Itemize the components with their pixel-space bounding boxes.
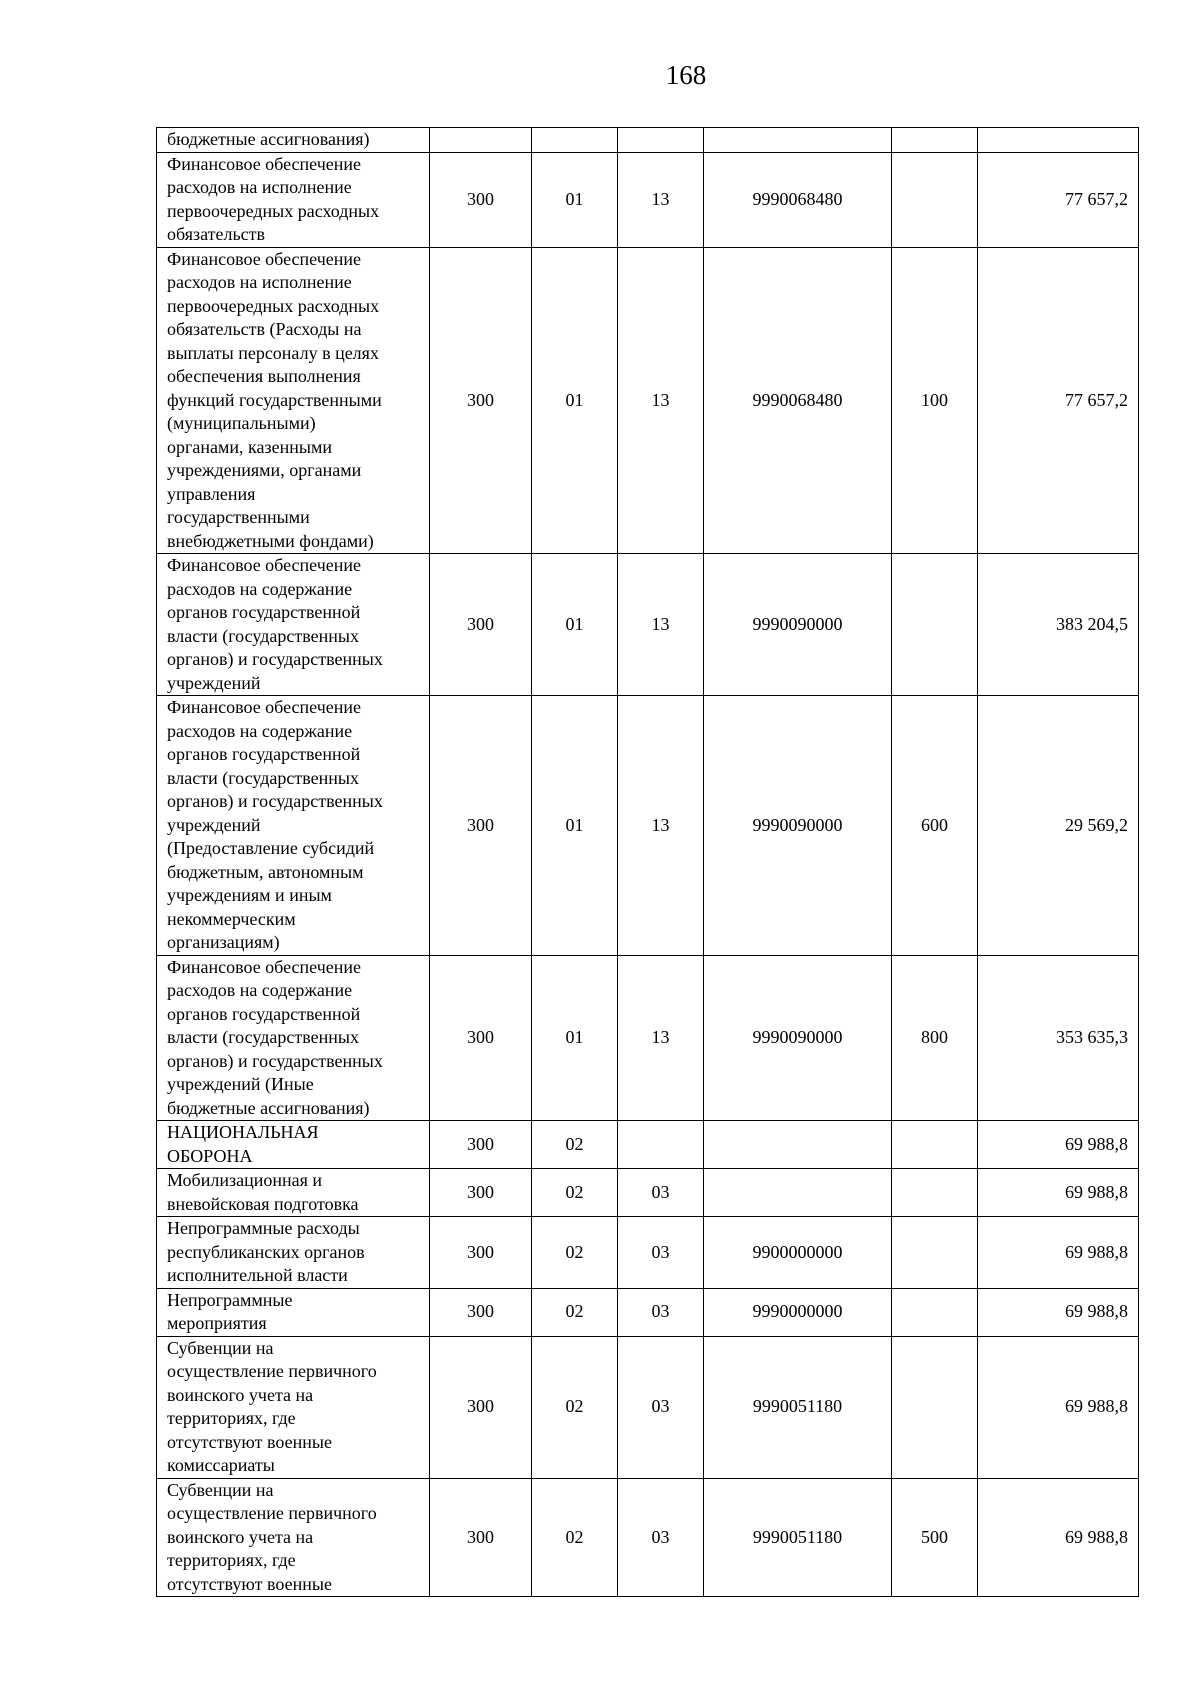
cell-target: 9990090000: [704, 955, 892, 1121]
cell-expense-type: [892, 128, 978, 153]
cell-subsection: 03: [618, 1217, 704, 1289]
cell-expense-type: [892, 1169, 978, 1217]
row-name: Финансовое обеспечение расходов на исполнение первоочередных расходных обязательств (Расходы на выплаты персоналу в целях обеспечения выполнения функций государственными (муниципальными) органами, казенными учреждениями, органами управления государственными внебюджетными фондами): [157, 247, 430, 554]
cell-expense-type: 600: [892, 696, 978, 956]
cell-section: 02: [532, 1478, 618, 1597]
table-row: [157, 1217, 1139, 1289]
cell-target: 9990090000: [704, 554, 892, 696]
table-row: [157, 1288, 1139, 1336]
cell-amount: 353 635,3: [978, 955, 1139, 1121]
cell-subsection: 13: [618, 955, 704, 1121]
cell-subsection: 13: [618, 247, 704, 554]
cell-amount: 69 988,8: [978, 1217, 1139, 1289]
cell-amount: 69 988,8: [978, 1288, 1139, 1336]
row-name: Непрограммные мероприятия: [157, 1288, 430, 1336]
cell-admin: 300: [430, 1121, 532, 1169]
cell-section: 02: [532, 1121, 618, 1169]
cell-expense-type: 500: [892, 1478, 978, 1597]
cell-target: 9990051180: [704, 1336, 892, 1478]
cell-admin: 300: [430, 1336, 532, 1478]
cell-expense-type: [892, 1336, 978, 1478]
table-row: [157, 152, 1139, 247]
table-row: [157, 1336, 1139, 1478]
row-name: Финансовое обеспечение расходов на содержание органов государственной власти (государственных органов) и государственных учреждений (Предоставление субсидий бюджетным, автономным учреждениям и иным некоммерческим организациям): [157, 696, 430, 956]
cell-admin: 300: [430, 1169, 532, 1217]
cell-expense-type: [892, 1217, 978, 1289]
cell-admin: 300: [430, 1217, 532, 1289]
cell-amount: 77 657,2: [978, 247, 1139, 554]
cell-amount: 69 988,8: [978, 1336, 1139, 1478]
cell-section: 01: [532, 696, 618, 956]
row-name: Субвенции на осуществление первичного воинского учета на территориях, где отсутствуют военные: [157, 1478, 430, 1597]
cell-target: 9990068480: [704, 152, 892, 247]
cell-amount: 383 204,5: [978, 554, 1139, 696]
cell-admin: 300: [430, 696, 532, 956]
cell-section: 01: [532, 247, 618, 554]
cell-expense-type: [892, 1121, 978, 1169]
cell-subsection: [618, 128, 704, 153]
cell-section: 02: [532, 1169, 618, 1217]
table-row: [157, 554, 1139, 696]
cell-target: 9990068480: [704, 247, 892, 554]
cell-expense-type: 800: [892, 955, 978, 1121]
table-row: [157, 1121, 1139, 1169]
table-row: [157, 955, 1139, 1121]
row-name: Финансовое обеспечение расходов на содержание органов государственной власти (государственных органов) и государственных учреждений (Иные бюджетные ассигнования): [157, 955, 430, 1121]
cell-subsection: 13: [618, 696, 704, 956]
table-row: [157, 247, 1139, 554]
row-name: Мобилизационная и вневойсковая подготовка: [157, 1169, 430, 1217]
budget-table: [156, 127, 1139, 1597]
cell-section: 01: [532, 152, 618, 247]
row-name: НАЦИОНАЛЬНАЯ ОБОРОНА: [157, 1121, 430, 1169]
cell-admin: 300: [430, 1288, 532, 1336]
page-number: 168: [665, 60, 707, 90]
row-name: Субвенции на осуществление первичного воинского учета на территориях, где отсутствуют военные комиссариаты: [157, 1336, 430, 1478]
cell-subsection: [618, 1121, 704, 1169]
table-row: [157, 696, 1139, 956]
row-name: Непрограммные расходы республиканских органов исполнительной власти: [157, 1217, 430, 1289]
cell-amount: 69 988,8: [978, 1169, 1139, 1217]
cell-subsection: 03: [618, 1478, 704, 1597]
cell-target: [704, 1121, 892, 1169]
cell-amount: 69 988,8: [978, 1478, 1139, 1597]
cell-admin: 300: [430, 152, 532, 247]
cell-admin: 300: [430, 955, 532, 1121]
table-row: [157, 1478, 1139, 1597]
cell-target: 9990090000: [704, 696, 892, 956]
cell-admin: 300: [430, 1478, 532, 1597]
table-row: [157, 128, 1139, 153]
cell-expense-type: [892, 1288, 978, 1336]
cell-target: 9900000000: [704, 1217, 892, 1289]
row-name: бюджетные ассигнования): [157, 128, 430, 153]
cell-admin: 300: [430, 247, 532, 554]
cell-expense-type: [892, 554, 978, 696]
cell-subsection: 13: [618, 554, 704, 696]
cell-amount: [978, 128, 1139, 153]
cell-expense-type: 100: [892, 247, 978, 554]
cell-amount: 77 657,2: [978, 152, 1139, 247]
cell-target: [704, 128, 892, 153]
cell-section: 02: [532, 1288, 618, 1336]
cell-section: 02: [532, 1336, 618, 1478]
cell-section: 01: [532, 955, 618, 1121]
row-name: Финансовое обеспечение расходов на исполнение первоочередных расходных обязательств: [157, 152, 430, 247]
cell-target: 9990051180: [704, 1478, 892, 1597]
cell-subsection: 03: [618, 1336, 704, 1478]
row-name: Финансовое обеспечение расходов на содержание органов государственной власти (государственных органов) и государственных учреждений: [157, 554, 430, 696]
cell-subsection: 13: [618, 152, 704, 247]
cell-section: 02: [532, 1217, 618, 1289]
cell-amount: 69 988,8: [978, 1121, 1139, 1169]
cell-admin: 300: [430, 554, 532, 696]
cell-subsection: 03: [618, 1288, 704, 1336]
cell-amount: 29 569,2: [978, 696, 1139, 956]
cell-admin: [430, 128, 532, 153]
table-row: [157, 1169, 1139, 1217]
cell-target: 9990000000: [704, 1288, 892, 1336]
cell-section: 01: [532, 554, 618, 696]
cell-subsection: 03: [618, 1169, 704, 1217]
cell-expense-type: [892, 152, 978, 247]
cell-target: [704, 1169, 892, 1217]
cell-section: [532, 128, 618, 153]
